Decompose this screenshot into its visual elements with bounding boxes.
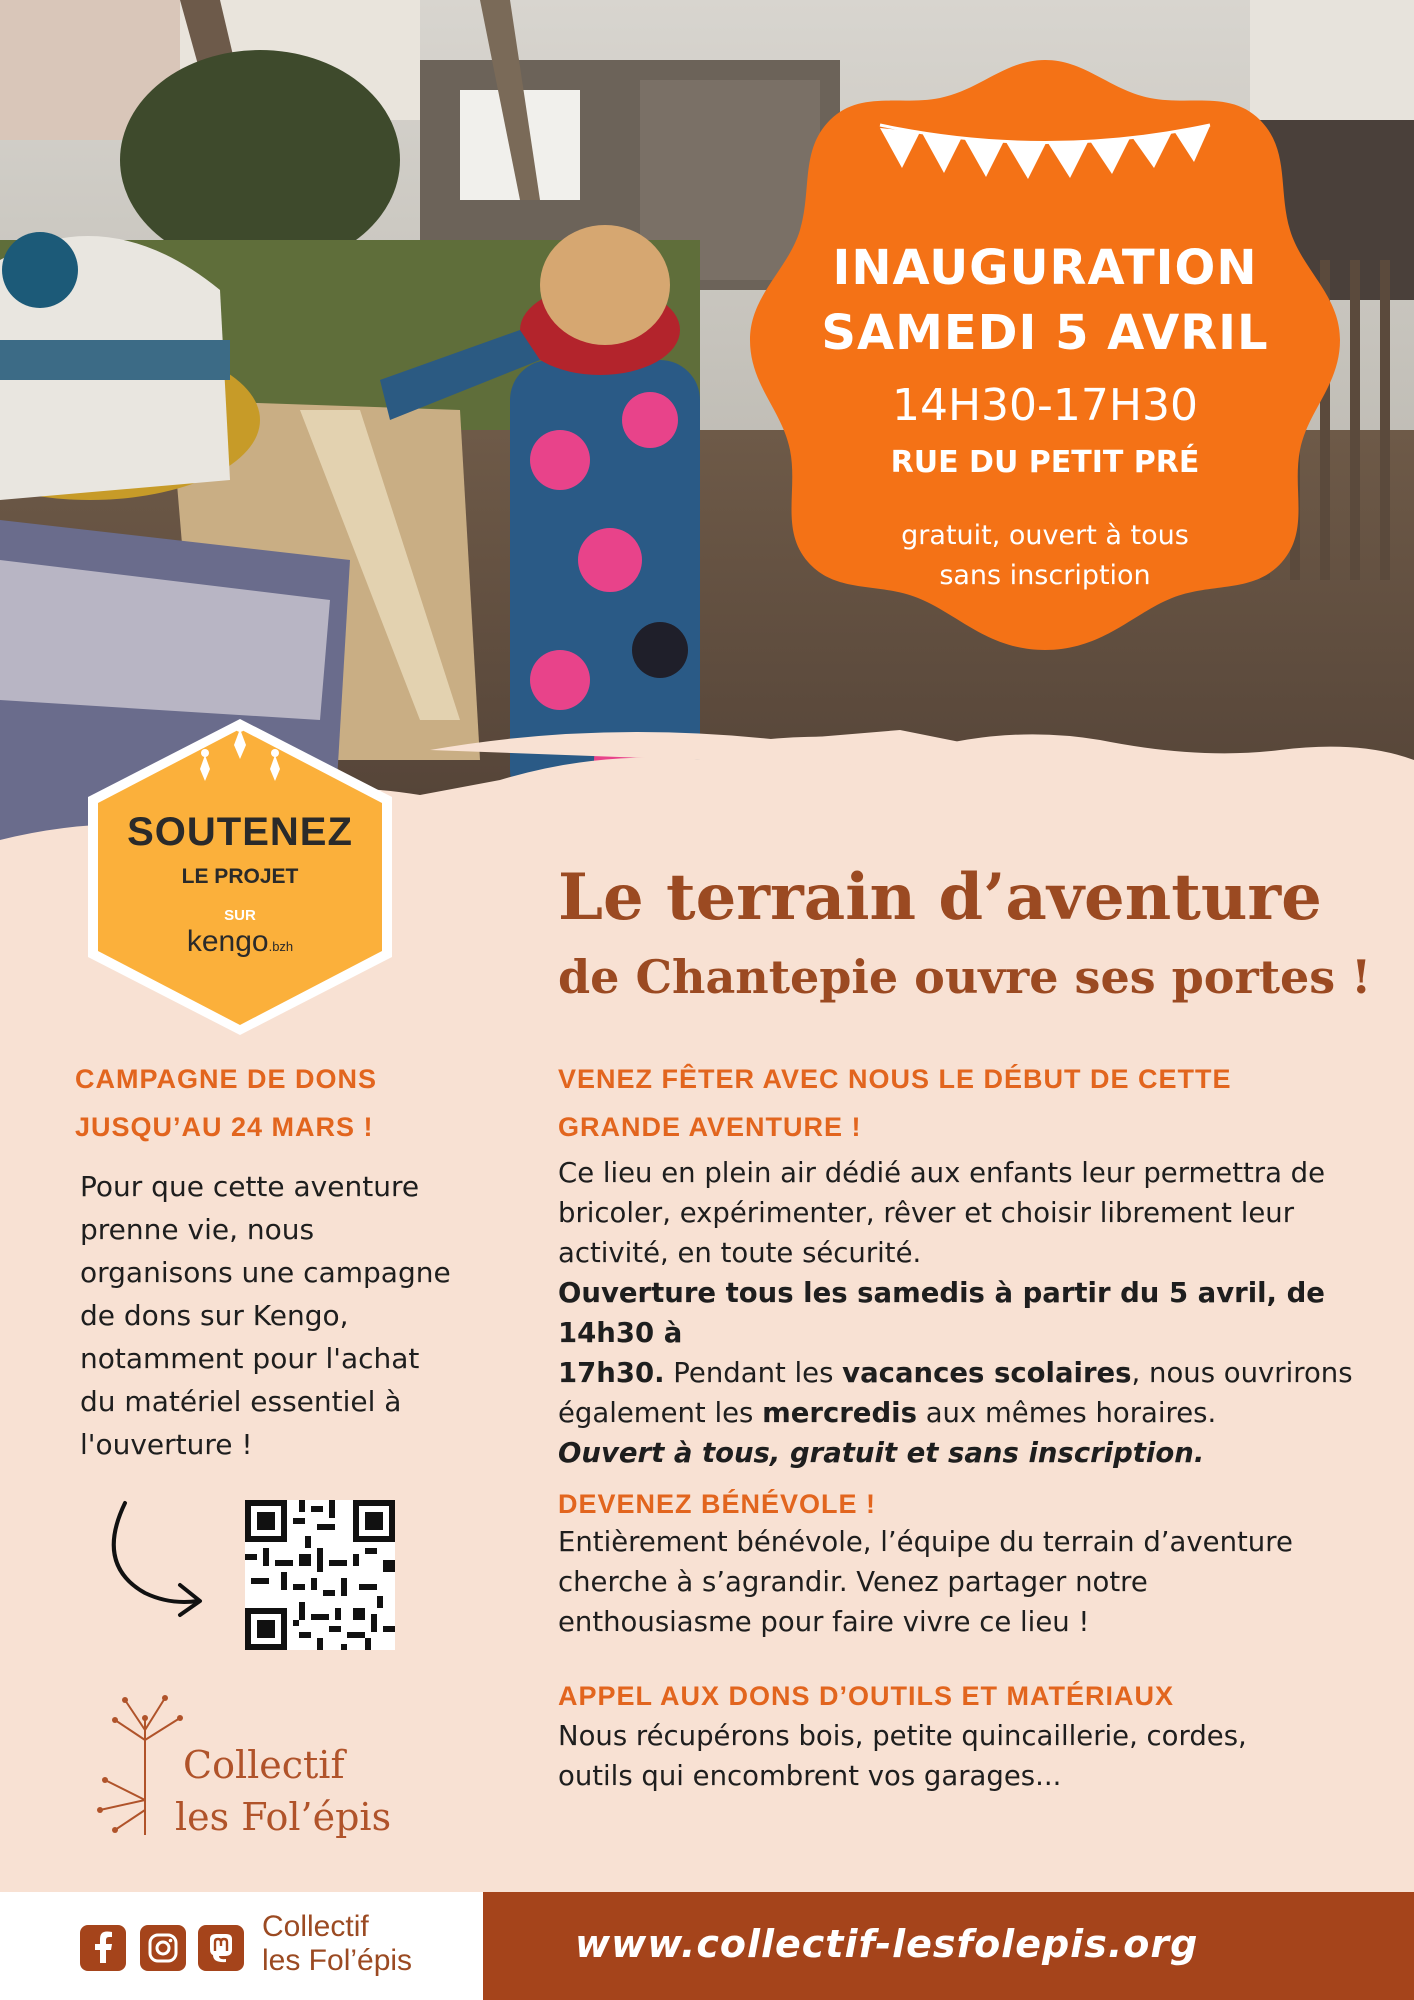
support-line3: SUR <box>224 907 256 924</box>
celebrate-heading-line2: GRANDE AVENTURE ! <box>558 1112 862 1142</box>
tools-heading: APPEL AUX DONS D’OUTILS ET MATÉRIAUX <box>558 1681 1175 1711</box>
campaign-heading-line2: JUSQU’AU 24 MARS ! <box>75 1112 374 1142</box>
logo-text-line2: les Fol’épis <box>175 1795 392 1839</box>
celebrate-heading <box>558 1055 1358 1151</box>
kengo-logo-suffix: .bzh <box>268 939 294 954</box>
open-to-all-note: Ouvert à tous, gratuit et sans inscription. <box>558 1437 1205 1469</box>
instagram-icon[interactable] <box>140 1925 186 1971</box>
celebrate-line: Ce lieu en plein air dédié aux enfants leur permettra de <box>558 1157 1326 1189</box>
support-kengo-badge[interactable] <box>80 715 400 1040</box>
campaign-body-line: Pour que cette aventure <box>80 1170 420 1203</box>
headline-line1: Le terrain d’aventure <box>558 860 1322 935</box>
event-note-line2: sans inscription <box>939 560 1151 591</box>
campaign-heading-line1: CAMPAGNE DE DONS <box>75 1064 378 1094</box>
curved-arrow-icon <box>100 1495 210 1625</box>
tools-body <box>558 1716 1358 1796</box>
volunteer-line: enthousiasme pour faire vivre ce lieu ! <box>558 1606 1090 1638</box>
event-title-line2: SAMEDI 5 AVRIL <box>821 305 1269 361</box>
headline-line2: de Chantepie ouvre ses portes ! <box>558 950 1372 1004</box>
support-line1: SOUTENEZ <box>127 810 353 854</box>
kengo-logo-name: kengo <box>186 925 269 958</box>
footer-name-line2: les Fol’épis <box>262 1944 413 1977</box>
support-line2: LE PROJET <box>181 865 299 888</box>
footer-name-line1: Collectif <box>262 1910 369 1943</box>
holiday-text: Pendant les <box>664 1357 843 1389</box>
opening-hours-bold-end: 17h30. <box>558 1357 665 1389</box>
tools-line: outils qui encombrent vos garages... <box>558 1760 1062 1792</box>
celebrate-line: bricoler, expérimenter, rêver et choisir librement leur <box>558 1197 1295 1229</box>
facebook-icon[interactable] <box>80 1925 126 1971</box>
website-link[interactable]: www.collectif-lesfolepis.org <box>575 1922 1199 1966</box>
wednesday-text: également les <box>558 1397 763 1429</box>
event-time: 14H30-17H30 <box>891 380 1198 431</box>
campaign-body-line: de dons sur Kengo, <box>80 1299 349 1332</box>
event-note-line1: gratuit, ouvert à tous <box>901 520 1189 551</box>
celebrate-line: activité, en toute sécurité. <box>558 1237 922 1269</box>
footer-name <box>262 1910 412 1978</box>
campaign-heading <box>75 1055 495 1151</box>
event-title-line1: INAUGURATION <box>832 240 1258 296</box>
wednesday-text-end: aux mêmes horaires. <box>916 1397 1217 1429</box>
campaign-body-line: notamment pour l'achat <box>80 1342 420 1375</box>
volunteer-line: Entièrement bénévole, l’équipe du terrain d’aventure <box>558 1526 1293 1558</box>
wednesday-bold: mercredis <box>762 1397 917 1429</box>
volunteer-line: cherche à s’agrandir. Venez partager notre <box>558 1566 1148 1598</box>
logo-text-line1: Collectif <box>183 1743 345 1787</box>
holiday-bold: vacances scolaires <box>842 1357 1132 1389</box>
campaign-body-line: prenne vie, nous <box>80 1213 315 1246</box>
volunteer-heading: DEVENEZ BÉNÉVOLE ! <box>558 1489 877 1519</box>
celebrate-body <box>558 1153 1358 1473</box>
kengo-logo <box>80 925 400 959</box>
campaign-body <box>80 1165 480 1466</box>
event-badge <box>730 50 1360 680</box>
mastodon-icon[interactable] <box>198 1925 244 1971</box>
event-street: RUE DU PETIT PRÉ <box>890 445 1200 480</box>
campaign-body-line: l'ouverture ! <box>80 1428 253 1461</box>
campaign-body-line: du matériel essentiel à <box>80 1385 402 1418</box>
opening-hours-bold: Ouverture tous les samedis à partir du 5 avril, de 14h30 à <box>558 1277 1325 1349</box>
tools-line: Nous récupérons bois, petite quincaillerie, cordes, <box>558 1720 1247 1752</box>
celebrate-heading-line1: VENEZ FÊTER AVEC NOUS LE DÉBUT DE CETTE <box>558 1064 1232 1094</box>
holiday-text-end: , nous ouvrirons <box>1131 1357 1353 1389</box>
campaign-body-line: organisons une campagne <box>80 1256 451 1289</box>
volunteer-body <box>558 1522 1358 1642</box>
qr-code[interactable] <box>245 1500 395 1650</box>
